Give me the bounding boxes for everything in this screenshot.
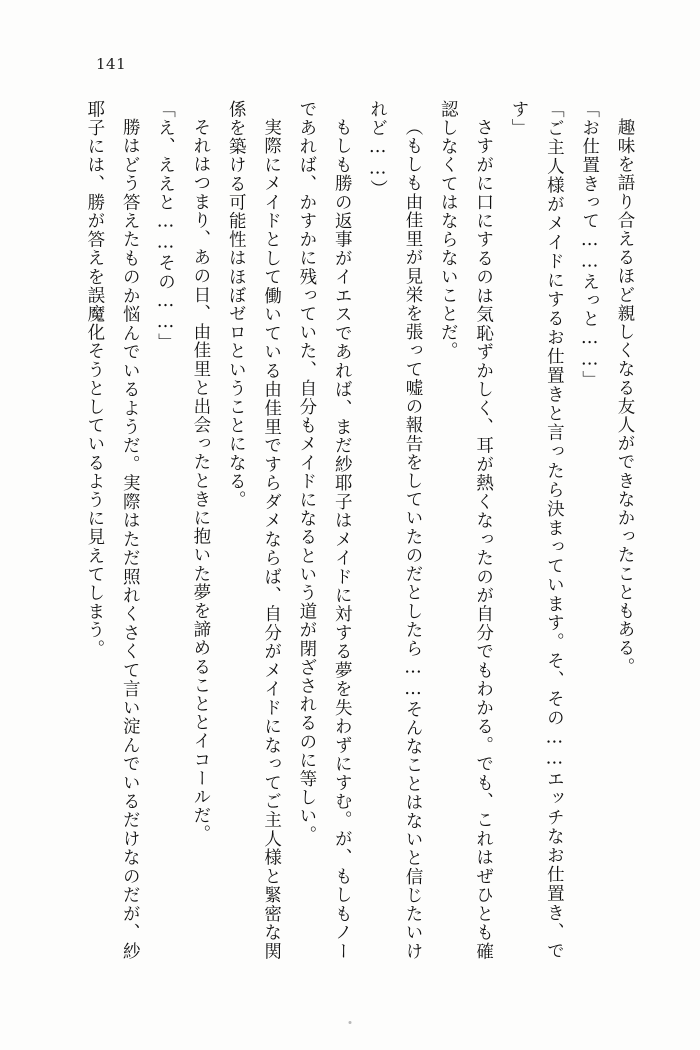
- paragraph: （もしも由佳里が見栄を張って嘘の報告をしていたのだとしたら……そんなことはないと信じたいけれど……）: [367, 100, 423, 960]
- paragraph: もしも勝の返事がイエスであれば、まだ紗耶子はメイドに対する夢を失わずにすむ。が、もしもノーであれば、かすかに残っていた、自分もメイドになるという道が閉ざされるのに等しい。: [296, 100, 353, 960]
- page-number: 141: [96, 55, 127, 73]
- paragraph: それはつまり、あの日、由佳里と出会ったときに抱いた夢を諦めることとイコールだ。: [190, 117, 211, 843]
- paragraph: 勝はどう答えたものか悩んでいるようだ。実際はただ照れくさくて言い淀んでいるだけなのだが、紗耶子には、勝が答えを誤魔化そうとしているように見えてしまう。: [84, 100, 141, 960]
- footer-ornament-dot: [349, 1021, 352, 1024]
- paragraph: 「お仕置きって……えっと……」: [579, 100, 600, 389]
- paragraph: 「え、ええと……その……」: [155, 100, 176, 352]
- paragraph: さすがに口にするのは気恥ずかしく、耳が熱くなったのが自分でもわかる。でも、これはぜひとも確認しなくてはならないことだ。: [438, 100, 494, 960]
- paragraph: 趣味を語り合えるほど親しくなる友人ができなかったこともある。: [615, 117, 635, 676]
- paragraph: 「ご主人様がメイドにするお仕置きと言ったら決まっています。そ、その……エッチなお仕置き、です」: [508, 100, 565, 960]
- page-body-text: [58, 100, 642, 960]
- paragraph: 実際にメイドとして働いている由佳里ですらダメならば、自分がメイドになってご主人様と緊密な関係を築ける可能性はほぼゼロということになる。: [226, 100, 282, 960]
